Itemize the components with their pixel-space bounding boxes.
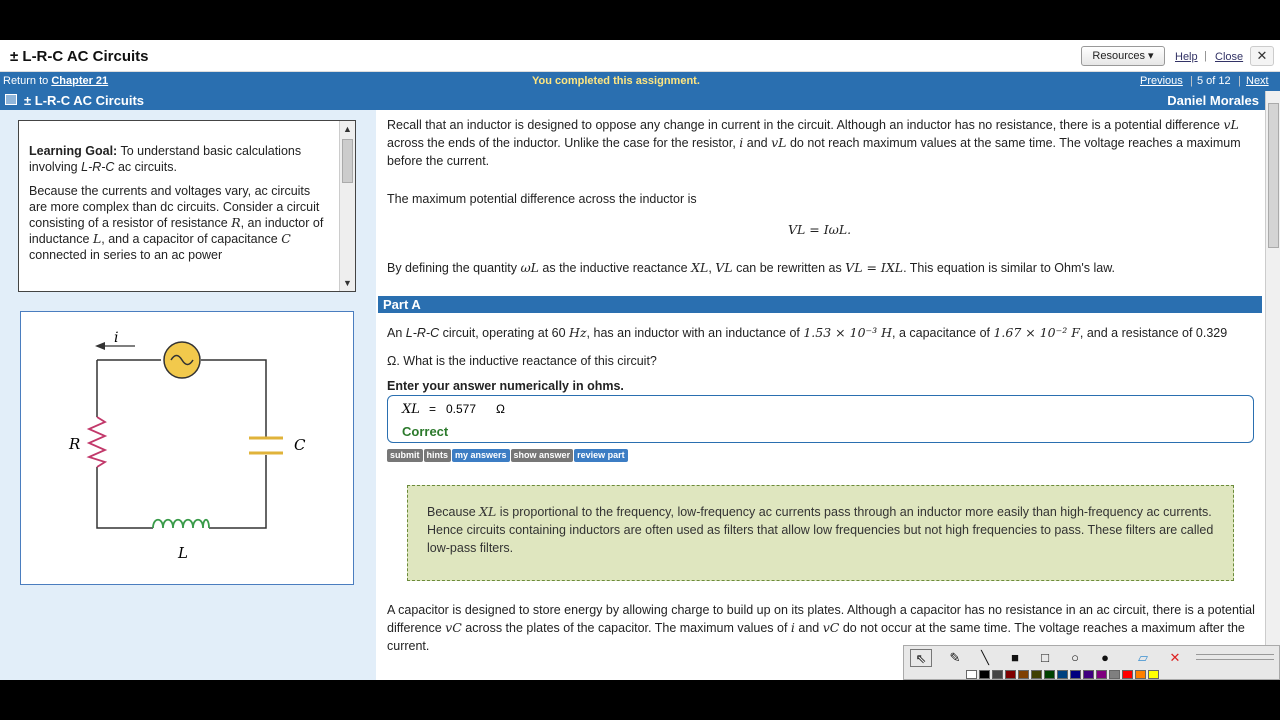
line-icon[interactable]: ╲ <box>981 650 989 665</box>
color-swatch[interactable] <box>1135 670 1146 679</box>
feedback-note: Because XL is proportional to the frequency, low-frequency ac currents pass through an inductor more easily than high-frequency ac currents. Hence circuits containing inductors are often used as filters that allow low frequencies but not high frequencies to pass. These filters are called low-pass filters. <box>407 485 1234 581</box>
previous-link[interactable]: Previous <box>1140 75 1183 87</box>
scroll-thumb[interactable] <box>342 139 353 183</box>
color-swatch[interactable] <box>1018 670 1029 679</box>
page-position: 5 of 12 <box>1197 75 1231 87</box>
answer-buttons <box>387 445 629 458</box>
annotation-toolbar <box>903 645 1280 680</box>
color-swatch[interactable] <box>1083 670 1094 679</box>
inductor-label: L <box>178 544 188 562</box>
page-scrollbar[interactable] <box>1265 91 1280 680</box>
clear-icon[interactable]: ✕ <box>1169 650 1181 665</box>
color-swatch[interactable] <box>1070 670 1081 679</box>
assignment-window <box>0 40 1280 680</box>
show-answer-button[interactable]: show answer <box>511 449 574 462</box>
inductor-icon <box>153 520 209 528</box>
part-a-header[interactable]: Part A <box>378 296 1262 313</box>
answer-unit: Ω <box>496 402 505 416</box>
print-icon[interactable] <box>5 94 17 105</box>
color-swatch[interactable] <box>966 670 977 679</box>
answer-box: XL = 0.577 Ω Correct <box>387 395 1254 443</box>
color-swatch[interactable] <box>992 670 1003 679</box>
answer-instruction: Enter your answer numerically in ohms. <box>387 379 624 393</box>
inductor-intro: Recall that an inductor is designed to oppose any change in current in the circuit. Although an inductor has no resistance, there is a potential difference vL across the ends of the inductor. Unlike the case for the resistor, i and vL do not reach maximum values at the same time. The voltage reaches a maximum before the current. <box>387 117 1241 168</box>
pen-icon[interactable]: ✎ <box>949 650 961 665</box>
line-width-slider[interactable] <box>1196 654 1274 660</box>
filled-rect-icon[interactable]: ■ <box>1011 650 1019 665</box>
answer-label: XL <box>402 402 420 417</box>
main-header <box>376 91 1265 110</box>
page-scroll-thumb[interactable] <box>1268 103 1279 248</box>
intro-paragraph: Because the currents and voltages vary, ac circuits are more complex than dc circuits. Consider a circuit consisting of a resistor of resistance R, an inductor of inductance L, and a capacitor of capacitance C connected in series to an ac power <box>29 184 324 262</box>
left-panel <box>0 91 376 680</box>
color-swatch[interactable] <box>1148 670 1159 679</box>
help-link[interactable]: Help <box>1175 51 1198 63</box>
answer-value[interactable]: 0.577 <box>446 402 477 416</box>
left-panel-title: ± L-R-C AC Circuits <box>24 93 145 108</box>
resistor-label: R <box>69 435 81 453</box>
submit-button[interactable]: submit <box>387 449 423 462</box>
max-pd-text: The maximum potential difference across the inductor is <box>387 192 697 206</box>
correct-status: Correct <box>402 424 449 439</box>
circuit-svg <box>21 312 353 584</box>
window-title: ± L-R-C AC Circuits <box>10 48 149 65</box>
chapter-link[interactable]: Chapter 21 <box>51 75 109 87</box>
capacitor-intro: A capacitor is designed to store energy by allowing charge to build up on its plates. Although a capacitor has no resistance in an ac circuit, there is a potential difference vC across the plates of the capacitor. The maximum values of i and vC do not occur at the same time. The voltage reaches a maximum after the current. <box>387 603 1255 653</box>
scroll-down-icon[interactable]: ▼ <box>343 278 352 288</box>
eraser-icon[interactable]: ▱ <box>1138 650 1148 665</box>
color-swatch[interactable] <box>1031 670 1042 679</box>
current-label: i <box>114 330 119 346</box>
resources-dropdown[interactable]: Resources ▾ <box>1081 46 1165 66</box>
title-bar: ± L-R-C AC Circuits Resources ▾ Help | Close ✕ <box>0 40 1280 72</box>
color-swatch[interactable] <box>1122 670 1133 679</box>
part-a-question: An L-R-C circuit, operating at 60 Hz, has an inductor with an inductance of 1.53 × 10⁻³ H, a capacitance of 1.67 × 10⁻² F, and a resistance of 0.329 Ω. What is the inductive reactance of this circuit? <box>387 325 1228 368</box>
scroll-up-icon[interactable]: ▲ <box>343 124 352 134</box>
review-part-button[interactable]: review part <box>574 449 628 462</box>
color-swatch[interactable] <box>1109 670 1120 679</box>
color-swatch[interactable] <box>1057 670 1068 679</box>
next-link[interactable]: Next <box>1246 75 1269 87</box>
equation-vl: VL = IωL. <box>788 222 852 237</box>
color-swatch[interactable] <box>1096 670 1107 679</box>
reactance-text: By defining the quantity ωL as the inductive reactance XL, VL can be rewritten as VL = IXL. This equation is similar to Ohm's law. <box>387 260 1116 275</box>
left-panel-header <box>0 91 376 110</box>
resistor-icon <box>89 417 105 467</box>
goal-scrollbar[interactable] <box>339 121 355 291</box>
close-link[interactable]: Close <box>1215 51 1244 63</box>
rect-icon[interactable]: □ <box>1041 650 1049 665</box>
color-swatch[interactable] <box>979 670 990 679</box>
ellipse-icon[interactable]: ○ <box>1071 650 1079 665</box>
circuit-diagram <box>20 311 354 585</box>
color-swatch[interactable] <box>1005 670 1016 679</box>
my-answers-button[interactable]: my answers <box>452 449 510 462</box>
hints-button[interactable]: hints <box>424 449 452 462</box>
capacitor-label: C <box>294 436 306 454</box>
learning-goal: Learning Goal: To understand basic calculations involving L-R-C ac circuits. <box>29 144 302 174</box>
user-name: Daniel Morales <box>1167 93 1259 108</box>
pointer-icon[interactable]: ⇖ <box>910 649 932 667</box>
return-link-container: Return to Chapter 21 <box>3 75 109 87</box>
status-message: You completed this assignment. <box>532 75 700 87</box>
nav-bar: Return to Chapter 21 You completed this assignment. Previous | 5 of 12 | Next <box>0 72 1280 91</box>
main-content <box>376 91 1265 680</box>
color-swatch[interactable] <box>1044 670 1055 679</box>
close-icon[interactable]: ✕ <box>1250 46 1274 66</box>
learning-goal-box <box>18 120 356 292</box>
filled-ellipse-icon[interactable]: ● <box>1101 650 1109 665</box>
